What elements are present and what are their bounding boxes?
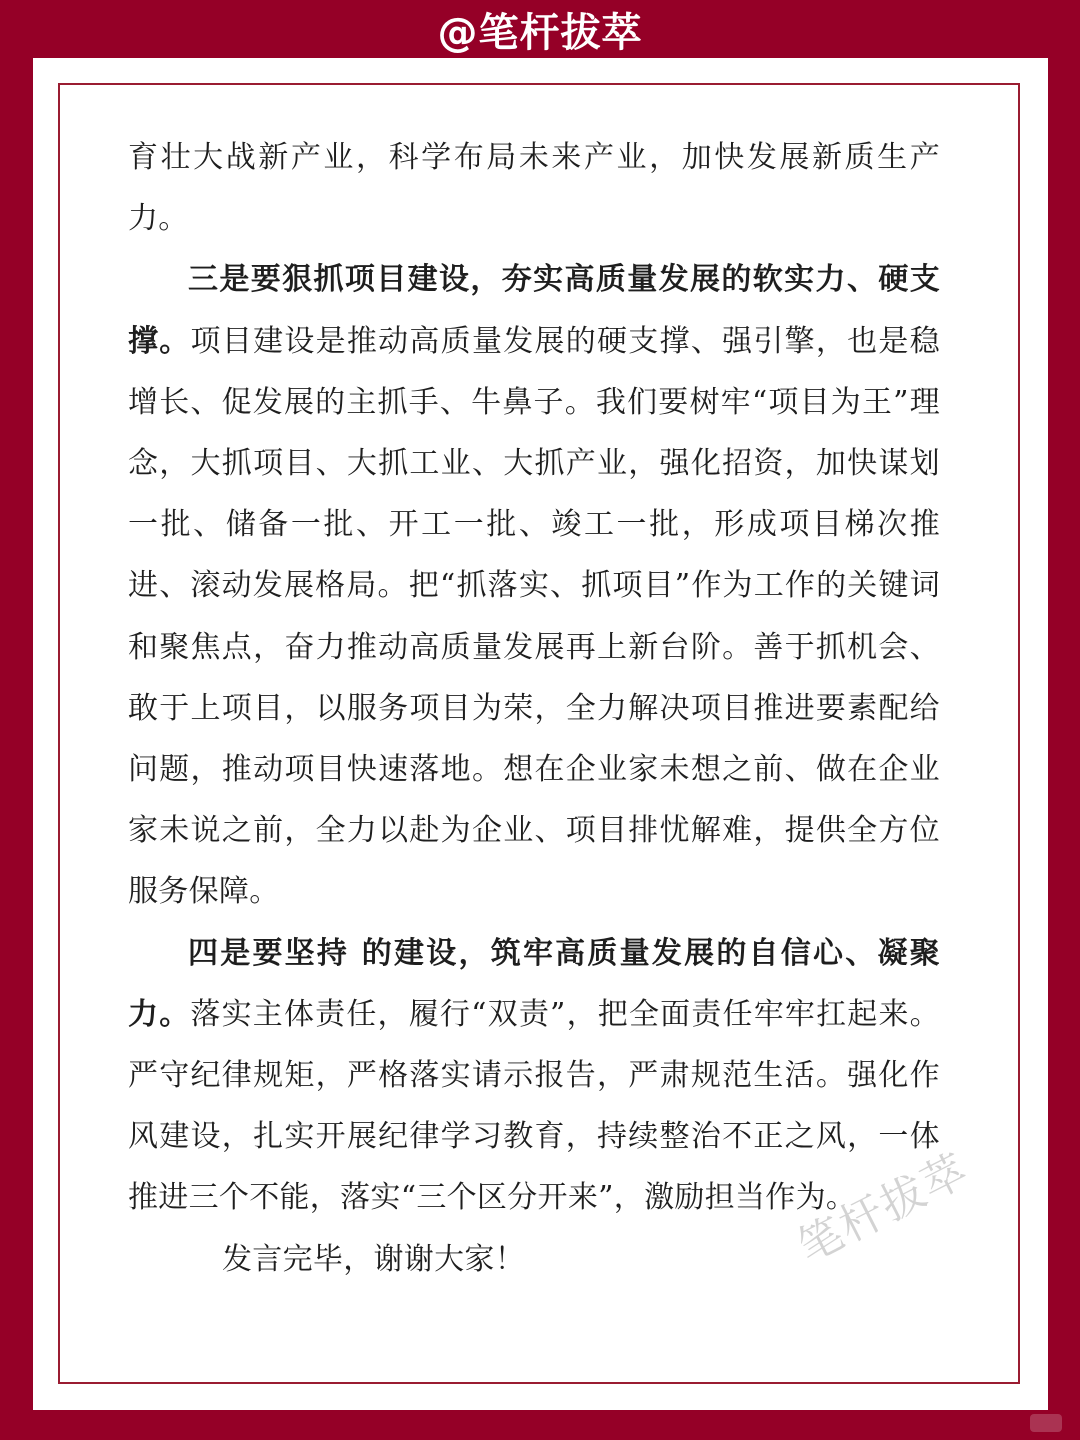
paragraph-3-project-construction [128,249,940,922]
document-content [128,127,940,1290]
paragraph-body-3: 项目建设是推动高质量发展的硬支撑、强引擎，也是稳增长、促发展的主抓手、牛鼻子。我们要树牢“项目为王”理念，大抓项目、大抓工业、大抓产业，强化招资，加快谋划一批、储备一批、开工一批、竣工一批，形成项目梯次推进、滚动发展格局。把“抓落实、抓项目”作为工作的关键词和聚焦点，奋力推动高质量发展再上新台阶。善于抓机会、敢于上项目，以服务项目为荣，全力解决项目推进要素配给问题，推动项目快速落地。想在企业家未想之前、做在企业家未说之前，全力以赴为企业、项目排忧解难，提供全方位服务保障。 [128,323,940,910]
paragraph-4-construction [128,923,940,1229]
paragraph-heading-4: 四是要坚持 的建设，筑牢高质量发展的自信心、凝聚力。 [128,935,940,1032]
watermark-text: 笔杆拔萃 [789,1144,978,1274]
corner-badge [1030,1414,1062,1432]
header-title: @笔杆拔萃 [437,9,643,56]
paragraph-body-4: 落实主体责任，履行“双责”，把全面责任牢牢扛起来。严守纪律规矩，严格落实请示报告，严肃规范生活。强化作风建设，扎实开展纪律学习教育，持续整治不正之风，一体推进三个不能，落实“三个区分开来”，激励担当作为。 [128,996,940,1216]
paragraph-heading-3: 三是要狠抓项目建设，夯实高质量发展的软实力、硬支撑。 [128,262,940,359]
closing-line: 发言完毕，谢谢大家！ [222,1241,525,1277]
paragraph-1: 育壮大战新产业，科学布局未来产业，加快发展新质生产力。 [128,140,940,237]
